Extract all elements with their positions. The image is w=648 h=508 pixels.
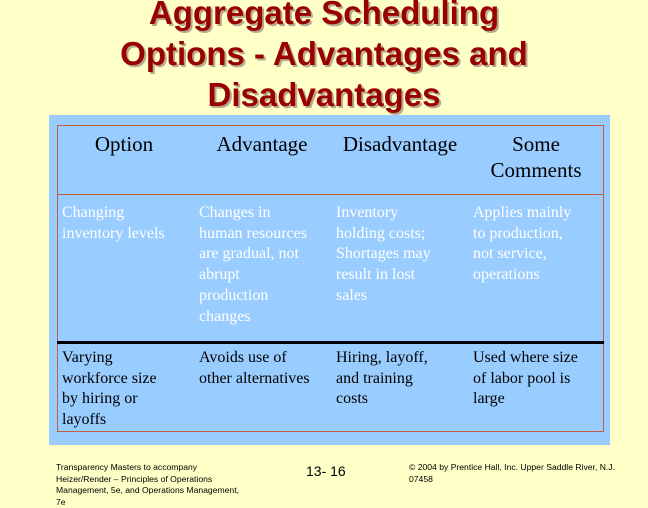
row1-disadvantage-line: sales bbox=[336, 286, 470, 307]
header-comments bbox=[475, 131, 597, 183]
header-divider bbox=[57, 194, 604, 195]
row2-disadvantage-line: and training bbox=[336, 369, 470, 390]
row1-comments-line: operations bbox=[473, 265, 601, 286]
footer-credit-line: 7e bbox=[56, 497, 261, 508]
row2-advantage bbox=[199, 348, 333, 389]
row1-advantage-line: abrupt bbox=[199, 265, 333, 286]
row2-comments-line: Used where size bbox=[473, 348, 601, 369]
row1-option bbox=[62, 203, 192, 244]
header-advantage: Advantage bbox=[195, 131, 329, 157]
header-disadvantage: Disadvantage bbox=[335, 131, 465, 157]
row1-advantage bbox=[199, 203, 333, 327]
page-number: 13- 16 bbox=[306, 463, 346, 479]
row2-comments bbox=[473, 348, 601, 410]
row2-disadvantage-line: costs bbox=[336, 389, 470, 410]
row1-disadvantage-line: result in lost bbox=[336, 265, 470, 286]
row2-advantage-line: Avoids use of bbox=[199, 348, 333, 369]
row2-disadvantage bbox=[336, 348, 470, 410]
row2-option-line: layoffs bbox=[62, 410, 192, 431]
header-comments-line-1: Some bbox=[475, 131, 597, 157]
footer-copyright-line: © 2004 by Prentice Hall, Inc. Upper Saddle River, N.J. bbox=[409, 462, 639, 474]
footer-credit-line: Management, 5e, and Operations Management, bbox=[56, 485, 261, 497]
row2-comments-line: of labor pool is bbox=[473, 369, 601, 390]
row1-comments-line: Applies mainly bbox=[473, 203, 601, 224]
row2-comments-line: large bbox=[473, 389, 601, 410]
row2-disadvantage-line: Hiring, layoff, bbox=[336, 348, 470, 369]
row1-advantage-line: Changes in bbox=[199, 203, 333, 224]
footer-copyright bbox=[409, 462, 639, 485]
footer-credit-line: Heizer/Render – Principles of Operations bbox=[56, 474, 261, 486]
footer-credit-line: Transparency Masters to accompany bbox=[56, 462, 261, 474]
row1-disadvantage-line: holding costs; bbox=[336, 224, 470, 245]
row1-option-line: inventory levels bbox=[62, 224, 192, 245]
title-line-1: Aggregate Scheduling bbox=[0, 0, 648, 33]
row2-option-line: Varying bbox=[62, 348, 192, 369]
title-line-3: Disadvantages bbox=[0, 74, 648, 115]
row1-disadvantage-line: Shortages may bbox=[336, 244, 470, 265]
row1-comments-line: not service, bbox=[473, 244, 601, 265]
row2-option-line: workforce size bbox=[62, 369, 192, 390]
slide-title bbox=[0, 0, 648, 115]
row1-comments-line: to production, bbox=[473, 224, 601, 245]
row1-advantage-line: human resources bbox=[199, 224, 333, 245]
row1-disadvantage bbox=[336, 203, 470, 307]
row1-advantage-line: are gradual, not bbox=[199, 244, 333, 265]
row1-advantage-line: changes bbox=[199, 307, 333, 328]
footer-copyright-line: 07458 bbox=[409, 474, 639, 486]
row1-option-line: Changing bbox=[62, 203, 192, 224]
row1-advantage-line: production bbox=[199, 286, 333, 307]
row2-option-line: by hiring or bbox=[62, 389, 192, 410]
row2-option bbox=[62, 348, 192, 431]
row2-advantage-line: other alternatives bbox=[199, 369, 333, 390]
header-option: Option bbox=[68, 131, 180, 157]
row-divider bbox=[57, 341, 604, 344]
title-line-2: Options - Advantages and bbox=[0, 33, 648, 74]
footer-credit bbox=[56, 462, 261, 508]
row1-comments bbox=[473, 203, 601, 286]
header-comments-line-2: Comments bbox=[475, 157, 597, 183]
row1-disadvantage-line: Inventory bbox=[336, 203, 470, 224]
